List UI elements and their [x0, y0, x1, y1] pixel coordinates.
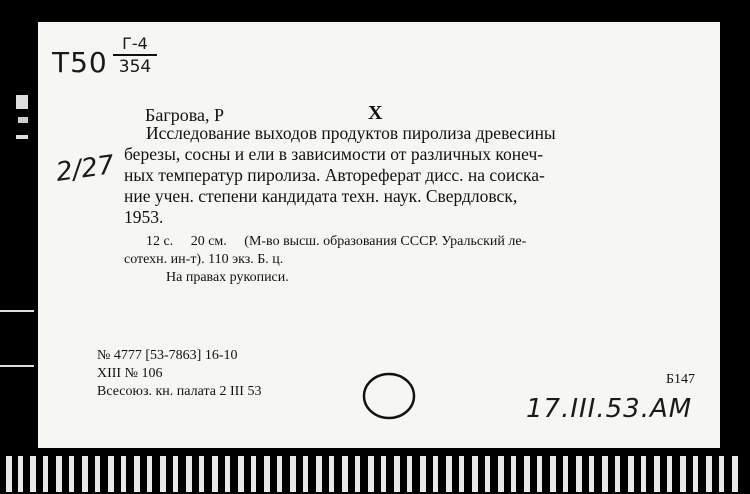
scan-edge-marks: [0, 95, 40, 385]
abstract: [124, 123, 556, 228]
abstract-line: Исследование выходов продуктов пиролиза древесины: [146, 123, 556, 143]
abstract-line: ние учен. степени кандидата техн. наук. Свердловск,: [124, 186, 518, 206]
catalog-card: [38, 22, 720, 450]
footer-line: Всесоюз. кн. палата 2 III 53: [97, 384, 262, 399]
call-number-fraction: [112, 34, 158, 77]
footer-info: [97, 347, 261, 401]
margin-note: 2/27: [54, 150, 117, 188]
stamp-circle: [358, 369, 420, 423]
details-line: 12 с. 20 см. (М-во высш. образования СССР. Уральский ле-: [146, 234, 527, 249]
footer-line: № 4777 [53-7863] 16-10: [97, 348, 238, 363]
scan-strip: [0, 448, 750, 494]
author-mark: Х: [368, 102, 383, 124]
abstract-line: березы, сосны и ели в зависимости от различных конеч-: [124, 144, 544, 164]
call-number-numerator: Г-4: [122, 34, 148, 53]
details-line: сотехн. ин-т). 110 экз. Б. ц.: [124, 252, 284, 267]
author-name: Багрова, Р: [145, 105, 224, 125]
rights-note: На правах рукописи.: [166, 270, 289, 285]
call-number-denominator: 354: [118, 57, 152, 77]
call-number: [52, 46, 108, 79]
card-code: Б147: [666, 372, 696, 387]
abstract-line: ных температур пиролиза. Автореферат дисс. на соиска-: [124, 165, 545, 185]
handwritten-date: 17.III.53.ΑΜ: [526, 394, 693, 424]
abstract-line: 1953.: [124, 207, 164, 227]
details: [124, 233, 526, 287]
call-number-main: T50: [52, 46, 108, 79]
footer-line: XIII № 106: [97, 366, 163, 381]
